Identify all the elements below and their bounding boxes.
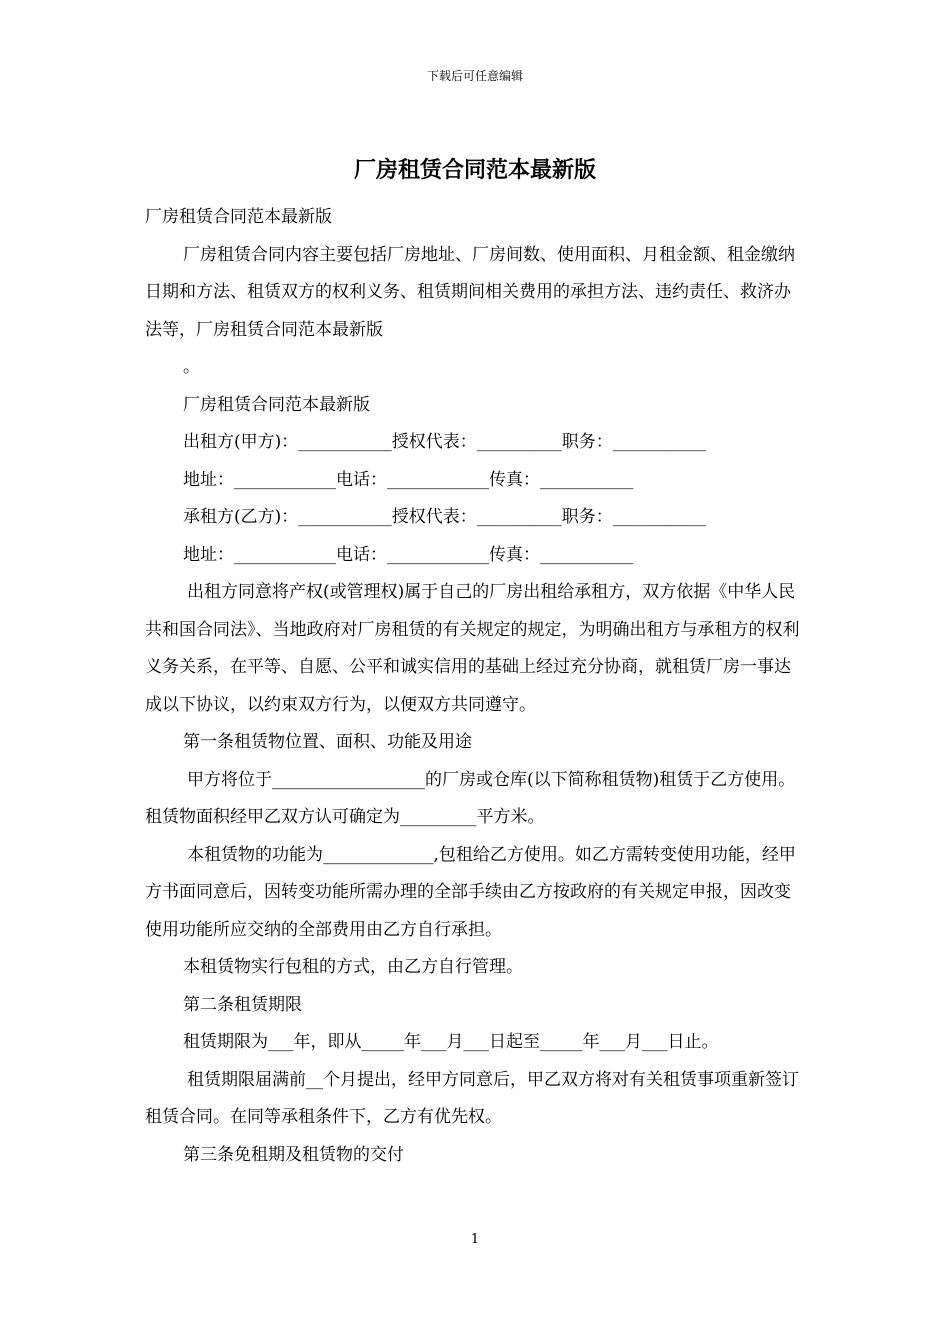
page-number: 1 [470, 1232, 480, 1247]
contract-heading: 厂房租赁合同范本最新版 [183, 394, 370, 415]
article-1-management-paragraph: 本租赁物实行包租的方式，由乙方自行管理。 [183, 957, 523, 977]
page-header: 下载后可任意编辑 [426, 69, 523, 83]
lessor-line: 出租方(甲方)：___________授权代表：__________职务：___________ [183, 432, 707, 452]
intro-end-mark: 。 [183, 357, 200, 377]
article-1-function-paragraph: 本租赁物的功能为_____________,包租给乙方使用。如乙方需转变使用功能，经甲方书面同意后，因转变功能所需办理的全部手续由乙方按政府的有关规定申报，因改变使用功能所应交纳的全部费用由乙方自行承担。 [145, 844, 796, 940]
article-2-heading: 第二条租赁期限 [183, 994, 302, 1015]
article-2-term-paragraph: 租赁期限为___年，即从_____年___月___日起至_____年___月___日止。 [183, 1032, 719, 1052]
article-1-heading: 第一条租赁物位置、面积、功能及用途 [183, 732, 472, 752]
article-1-location-paragraph: 甲方将位于__________________的厂房或仓库(以下简称租赁物)租赁于乙方使用。租赁物面积经甲乙双方认可确定为_________平方米。 [145, 769, 796, 827]
lessee-address-line: 地址：____________电话：____________传真：___________ [183, 544, 634, 565]
intro-paragraph: 厂房租赁合同内容主要包括厂房地址、厂房间数、使用面积、月租金额、租金缴纳日期和方法、租赁双方的权利义务、租赁期间相关费用的承担方法、违约责任、救济办法等，厂房租赁合同范本最新版 [145, 244, 795, 340]
article-3-heading: 第三条免租期及租赁物的交付 [183, 1144, 404, 1165]
preamble-paragraph: 出租方同意将产权(或管理权)属于自己的厂房出租给承租方，双方依据《中华人民共和国合同法》、当地政府对厂房租赁的有关规定的规定，为明确出租方与承租方的权利义务关系，在平等、自愿、公平和诚实信用的基础上经过充分协商，就租赁厂房一事达成以下协议，以约束双方行为，以便双方共同遵守。 [145, 582, 800, 715]
article-2-renewal-paragraph: 租赁期限届满前__个月提出，经甲方同意后，甲乙双方将对有关租赁事项重新签订租赁合同。在同等承租条件下，乙方有优先权。 [145, 1069, 799, 1127]
document-title: 厂房租赁合同范本最新版 [353, 157, 596, 183]
lessee-line: 承租方(乙方)：___________授权代表：__________职务：___________ [183, 507, 707, 527]
subtitle-paragraph: 厂房租赁合同范本最新版 [145, 207, 332, 227]
document-body [145, 199, 807, 1174]
lessor-address-line: 地址：____________电话：____________传真：___________ [183, 469, 634, 490]
